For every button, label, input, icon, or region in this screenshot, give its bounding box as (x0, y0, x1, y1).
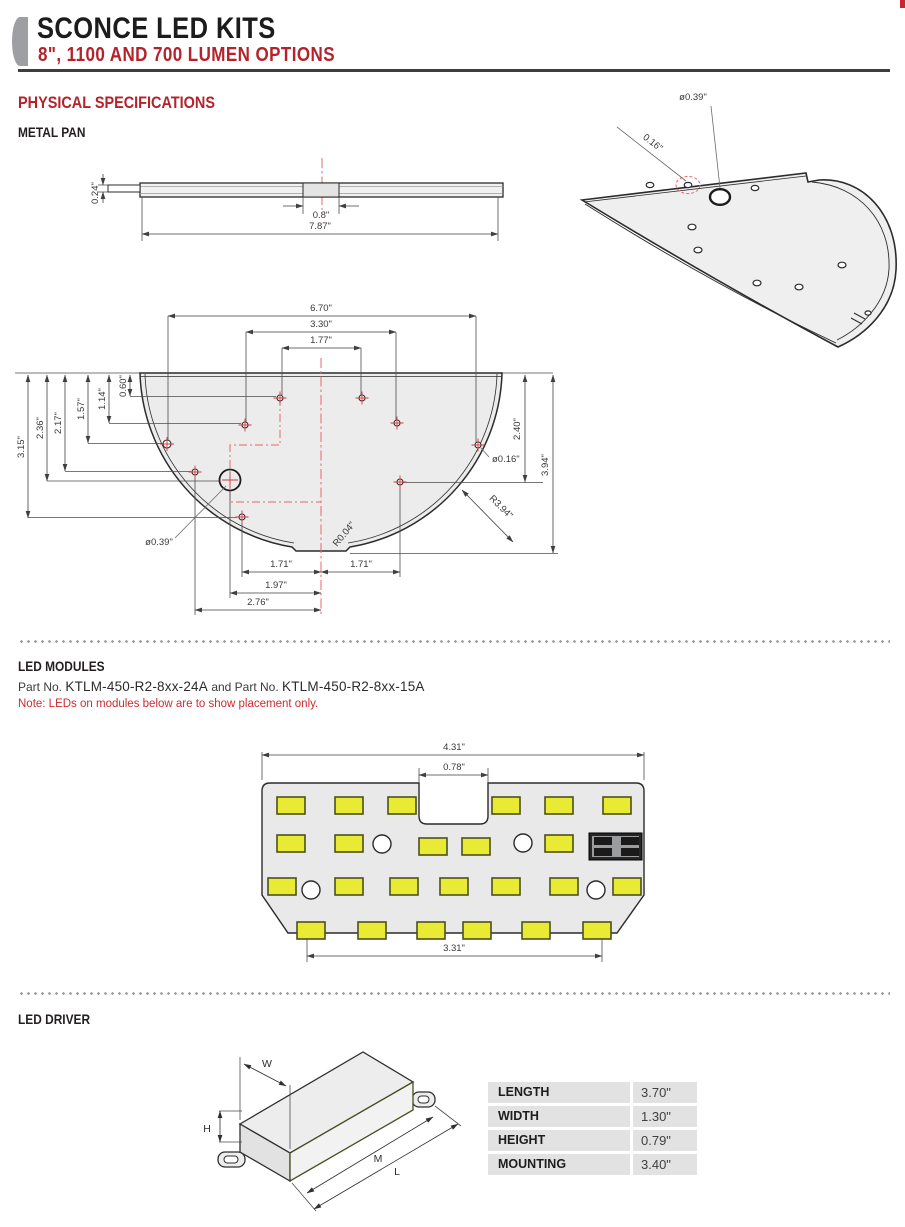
dim-label: 3.15" (16, 436, 27, 458)
table-row (488, 1106, 698, 1127)
pan-left-tab (108, 185, 140, 192)
part-number-line (18, 679, 425, 694)
dim-label-notch-width: 0.78" (443, 762, 465, 773)
ext-line (435, 1106, 461, 1126)
dim-label-l: L (394, 1166, 400, 1178)
dim-label: 1.57" (76, 398, 87, 420)
section-led-modules: LED MODULES (18, 658, 105, 674)
spec-value-length: 3.70" (633, 1082, 697, 1103)
dim-label-small-hole: ø0.16" (492, 454, 520, 465)
dotted-divider (18, 640, 890, 643)
leader-line (481, 448, 489, 457)
module-connector (589, 833, 642, 860)
section-physical-specifications: PHYSICAL SPECIFICATIONS (18, 93, 215, 112)
page-title (37, 12, 318, 46)
spec-label-length: LENGTH (488, 1082, 630, 1103)
dim-label-corner-radius: R0.04" (330, 519, 358, 549)
header-rule (18, 69, 890, 72)
dim-label-large-hole: ø0.39" (679, 92, 707, 103)
left-dim-arrows (28, 375, 130, 518)
dim-label: 3.30" (310, 319, 332, 330)
section-led-driver: LED DRIVER (18, 1011, 91, 1027)
dotted-divider (18, 992, 890, 995)
spec-label-width: WIDTH (488, 1106, 630, 1127)
dim-label-notch-width: 0.8" (312, 210, 330, 221)
driver-spec-table (488, 1082, 698, 1178)
page-title-text: SCONCE LED KITS (37, 12, 276, 45)
brand-halfmoon-logo (12, 17, 28, 66)
module-board-outline (262, 783, 644, 933)
part-number-1: KTLM-450-R2-8xx-24A (65, 679, 208, 694)
dim-label-mount-spacing: 3.31" (443, 943, 465, 954)
pan-iso-large-hole (710, 189, 730, 205)
dim-label-radius: R3.94" (486, 493, 515, 522)
dim-label: 2.40" (512, 418, 523, 440)
spec-label-height: HEIGHT (488, 1130, 630, 1151)
spec-value-width: 1.30" (633, 1106, 697, 1127)
led-module-drawing (230, 738, 680, 980)
page-corner-mark (900, 0, 905, 8)
dim-label: 2.17" (53, 412, 64, 434)
dim-label: 1.14" (97, 388, 108, 410)
part-prefix-2: Part No. (234, 680, 279, 694)
dim-label: 6.70" (310, 303, 332, 314)
dim-label: 3.94" (540, 454, 551, 476)
dim-label-w: W (262, 1058, 272, 1070)
part-number-2: KTLM-450-R2-8xx-15A (282, 679, 425, 694)
dim-label-h: H (203, 1123, 211, 1135)
dim-label: 2.76" (247, 597, 269, 608)
dim-label: 2.36" (35, 417, 46, 439)
section-metal-pan: METAL PAN (18, 124, 86, 140)
dim-label-thickness: 0.24" (90, 182, 101, 204)
spec-label-mounting: MOUNTING (488, 1154, 630, 1175)
dim-label: 1.71" (350, 559, 372, 570)
spec-value-height: 0.79" (633, 1130, 697, 1151)
part-prefix-1: Part No. (18, 680, 63, 694)
pan-iso-outline (582, 173, 896, 347)
page-subtitle-text: 8", 1100 AND 700 LUMEN OPTIONS (38, 44, 335, 66)
dim-label: 1.71" (270, 559, 292, 570)
page-subtitle (38, 44, 387, 67)
dim-label-overall-width: 7.87" (309, 221, 331, 232)
led-driver-drawing (195, 1045, 490, 1220)
table-row (488, 1130, 698, 1151)
metal-pan-plan-view-drawing (15, 295, 560, 625)
spec-value-mounting: 3.40" (633, 1154, 697, 1175)
dim-label-module-width: 4.31" (443, 742, 465, 753)
placement-note: Note: LEDs on modules below are to show placement only. (18, 698, 319, 710)
metal-pan-isometric-drawing (565, 85, 905, 385)
conjunction: and (211, 680, 235, 694)
pan-center-notch (303, 183, 339, 197)
ext-line (292, 1183, 316, 1211)
dim-label-large-hole: ø0.39" (145, 537, 173, 548)
dim-label-m: M (373, 1153, 383, 1165)
dim-label-small-hole: 0.16" (640, 131, 665, 155)
dim-label: 1.77" (310, 335, 332, 346)
table-row (488, 1154, 698, 1175)
dim-label: 0.60" (118, 375, 129, 397)
dim-label: 1.97" (265, 580, 287, 591)
table-row (488, 1082, 698, 1103)
leader-line (711, 106, 720, 188)
metal-pan-side-view-drawing (70, 148, 515, 248)
